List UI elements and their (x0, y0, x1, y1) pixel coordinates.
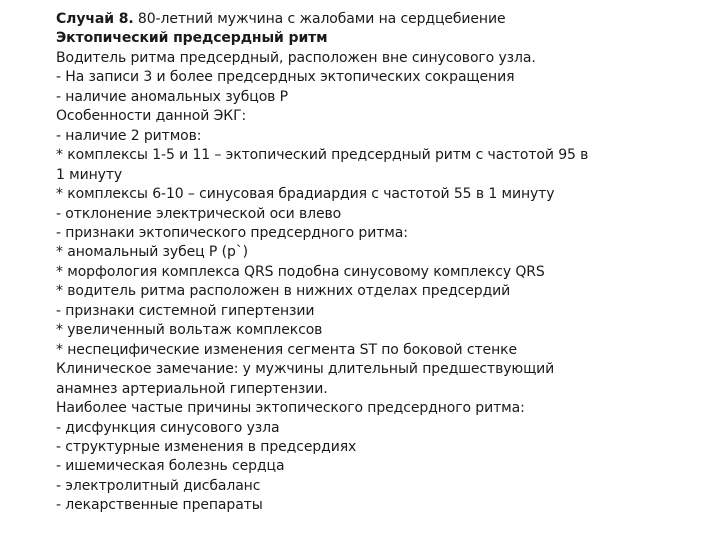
text-line: - признаки эктопического предсердного ритма: (56, 224, 408, 241)
text-line: - структурные изменения в предсердиях (56, 438, 357, 455)
text-line: - признаки системной гипертензии (56, 302, 315, 319)
case-line (56, 10, 696, 29)
text-line: * неспецифические изменения сегмента ST по боковой стенке (56, 341, 517, 358)
text-line: * комплексы 1-5 и 11 – эктопический предсердный ритм с частотой 95 в (56, 147, 589, 164)
text-line: - ишемическая болезнь сердца (56, 458, 285, 475)
text-line: Водитель ритма предсердный, расположен вне синусового узла. (56, 49, 536, 66)
text-line: анамнез артериальной гипертензии. (56, 380, 328, 397)
case-label: Случай 8. (56, 11, 134, 27)
text-line: Особенности данной ЭКГ: (56, 108, 247, 125)
text-line: * аномальный зубец Р (р`) (56, 244, 249, 261)
text-line: - электролитный дисбаланс (56, 477, 261, 494)
case-description: 80-летний мужчина с жалобами на сердцебиение (133, 11, 506, 27)
diagnosis-heading: Эктопический предсердный ритм (56, 30, 328, 47)
text-line: * увеличенный вольтаж комплексов (56, 322, 323, 339)
text-line: - наличие аномальных зубцов Р (56, 88, 288, 105)
text-line: 1 минуту (56, 166, 123, 183)
text-line: * комплексы 6-10 – синусовая брадиардия с частотой 55 в 1 минуту (56, 186, 555, 203)
text-line: - дисфункция синусового узла (56, 419, 280, 436)
text-line: - лекарственные препараты (56, 497, 263, 514)
slide-text (56, 10, 696, 516)
text-line: - отклонение электрической оси влево (56, 205, 342, 222)
text-line: - наличие 2 ритмов: (56, 127, 202, 144)
text-line: - На записи 3 и более предсердных эктопических сокращения (56, 69, 515, 86)
text-line: Наиболее частые причины эктопического предсердного ритма: (56, 400, 525, 417)
text-line: * морфология комплекса QRS подобна синусовому комплексу QRS (56, 263, 545, 280)
text-line: Клиническое замечание: у мужчины длительный предшествующий (56, 361, 555, 378)
text-line: * водитель ритма расположен в нижних отделах предсердий (56, 283, 511, 300)
